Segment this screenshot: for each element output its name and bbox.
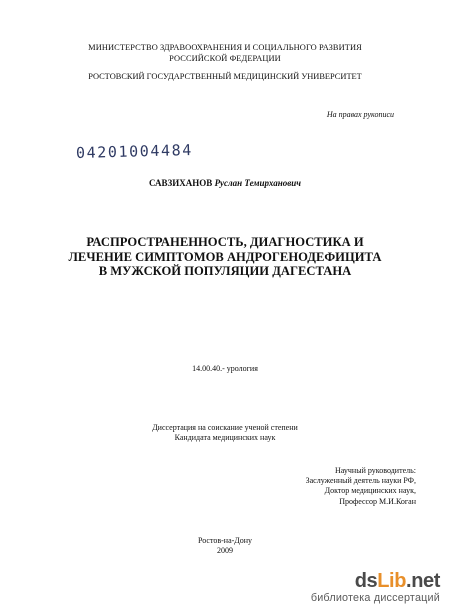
ministry-line-1: МИНИСТЕРСТВО ЗДРАВООХРАНЕНИЯ И СОЦИАЛЬНОГО РАЗВИТИЯ — [88, 43, 362, 52]
year: 2009 — [217, 546, 233, 556]
watermark-tagline: библиотека диссертаций — [310, 592, 440, 604]
supervisor-line-3: Доктор медицинских наук, — [324, 486, 416, 496]
dslib-logo — [355, 571, 440, 591]
degree-line-2: Кандидата медицинских наук — [174, 433, 276, 443]
degree-statement — [0, 423, 450, 443]
author-surname: САВЗИХАНОВ — [149, 178, 213, 188]
logo-part-ds: ds — [354, 570, 378, 592]
logo-part-net: .net — [406, 570, 440, 592]
ministry-line-2: РОССИЙСКОЙ ФЕДЕРАЦИИ — [169, 54, 281, 63]
ministry-header — [0, 42, 450, 64]
supervisor-block — [306, 466, 416, 507]
degree-line-1: Диссертация на соискание ученой степени — [152, 423, 298, 432]
title-line-1: РАСПРОСТРАНЕННОСТЬ, ДИАГНОСТИКА И — [86, 235, 364, 249]
rights-note: На правах рукописи — [326, 110, 394, 119]
title-line-2: ЛЕЧЕНИЕ СИМПТОМОВ АНДРОГЕНОДЕФИЦИТА — [68, 249, 382, 264]
handwritten-number: 04201004484 — [75, 140, 194, 162]
specialty-code: 14.00.40.- урология — [192, 364, 258, 373]
dissertation-title — [0, 235, 450, 279]
city: Ростов-на-Дону — [197, 536, 253, 545]
logo-part-lib: Lib — [377, 570, 407, 592]
title-line-3: В МУЖСКОЙ ПОПУЛЯЦИИ ДАГЕСТАНА — [98, 264, 352, 279]
supervisor-line-4: Профессор М.И.Коган — [339, 496, 416, 506]
university-name: РОСТОВСКИЙ ГОСУДАРСТВЕННЫЙ МЕДИЦИНСКИЙ УНИВЕРСИТЕТ — [88, 72, 362, 81]
dslib-watermark[interactable] — [311, 571, 440, 604]
supervisor-line-2: Заслуженный деятель науки РФ, — [305, 476, 416, 486]
supervisor-line-1: Научный руководитель: — [334, 466, 416, 475]
author-name — [0, 178, 450, 188]
author-name-patronymic: Руслан Темирханович — [214, 178, 301, 188]
city-year — [0, 536, 450, 556]
